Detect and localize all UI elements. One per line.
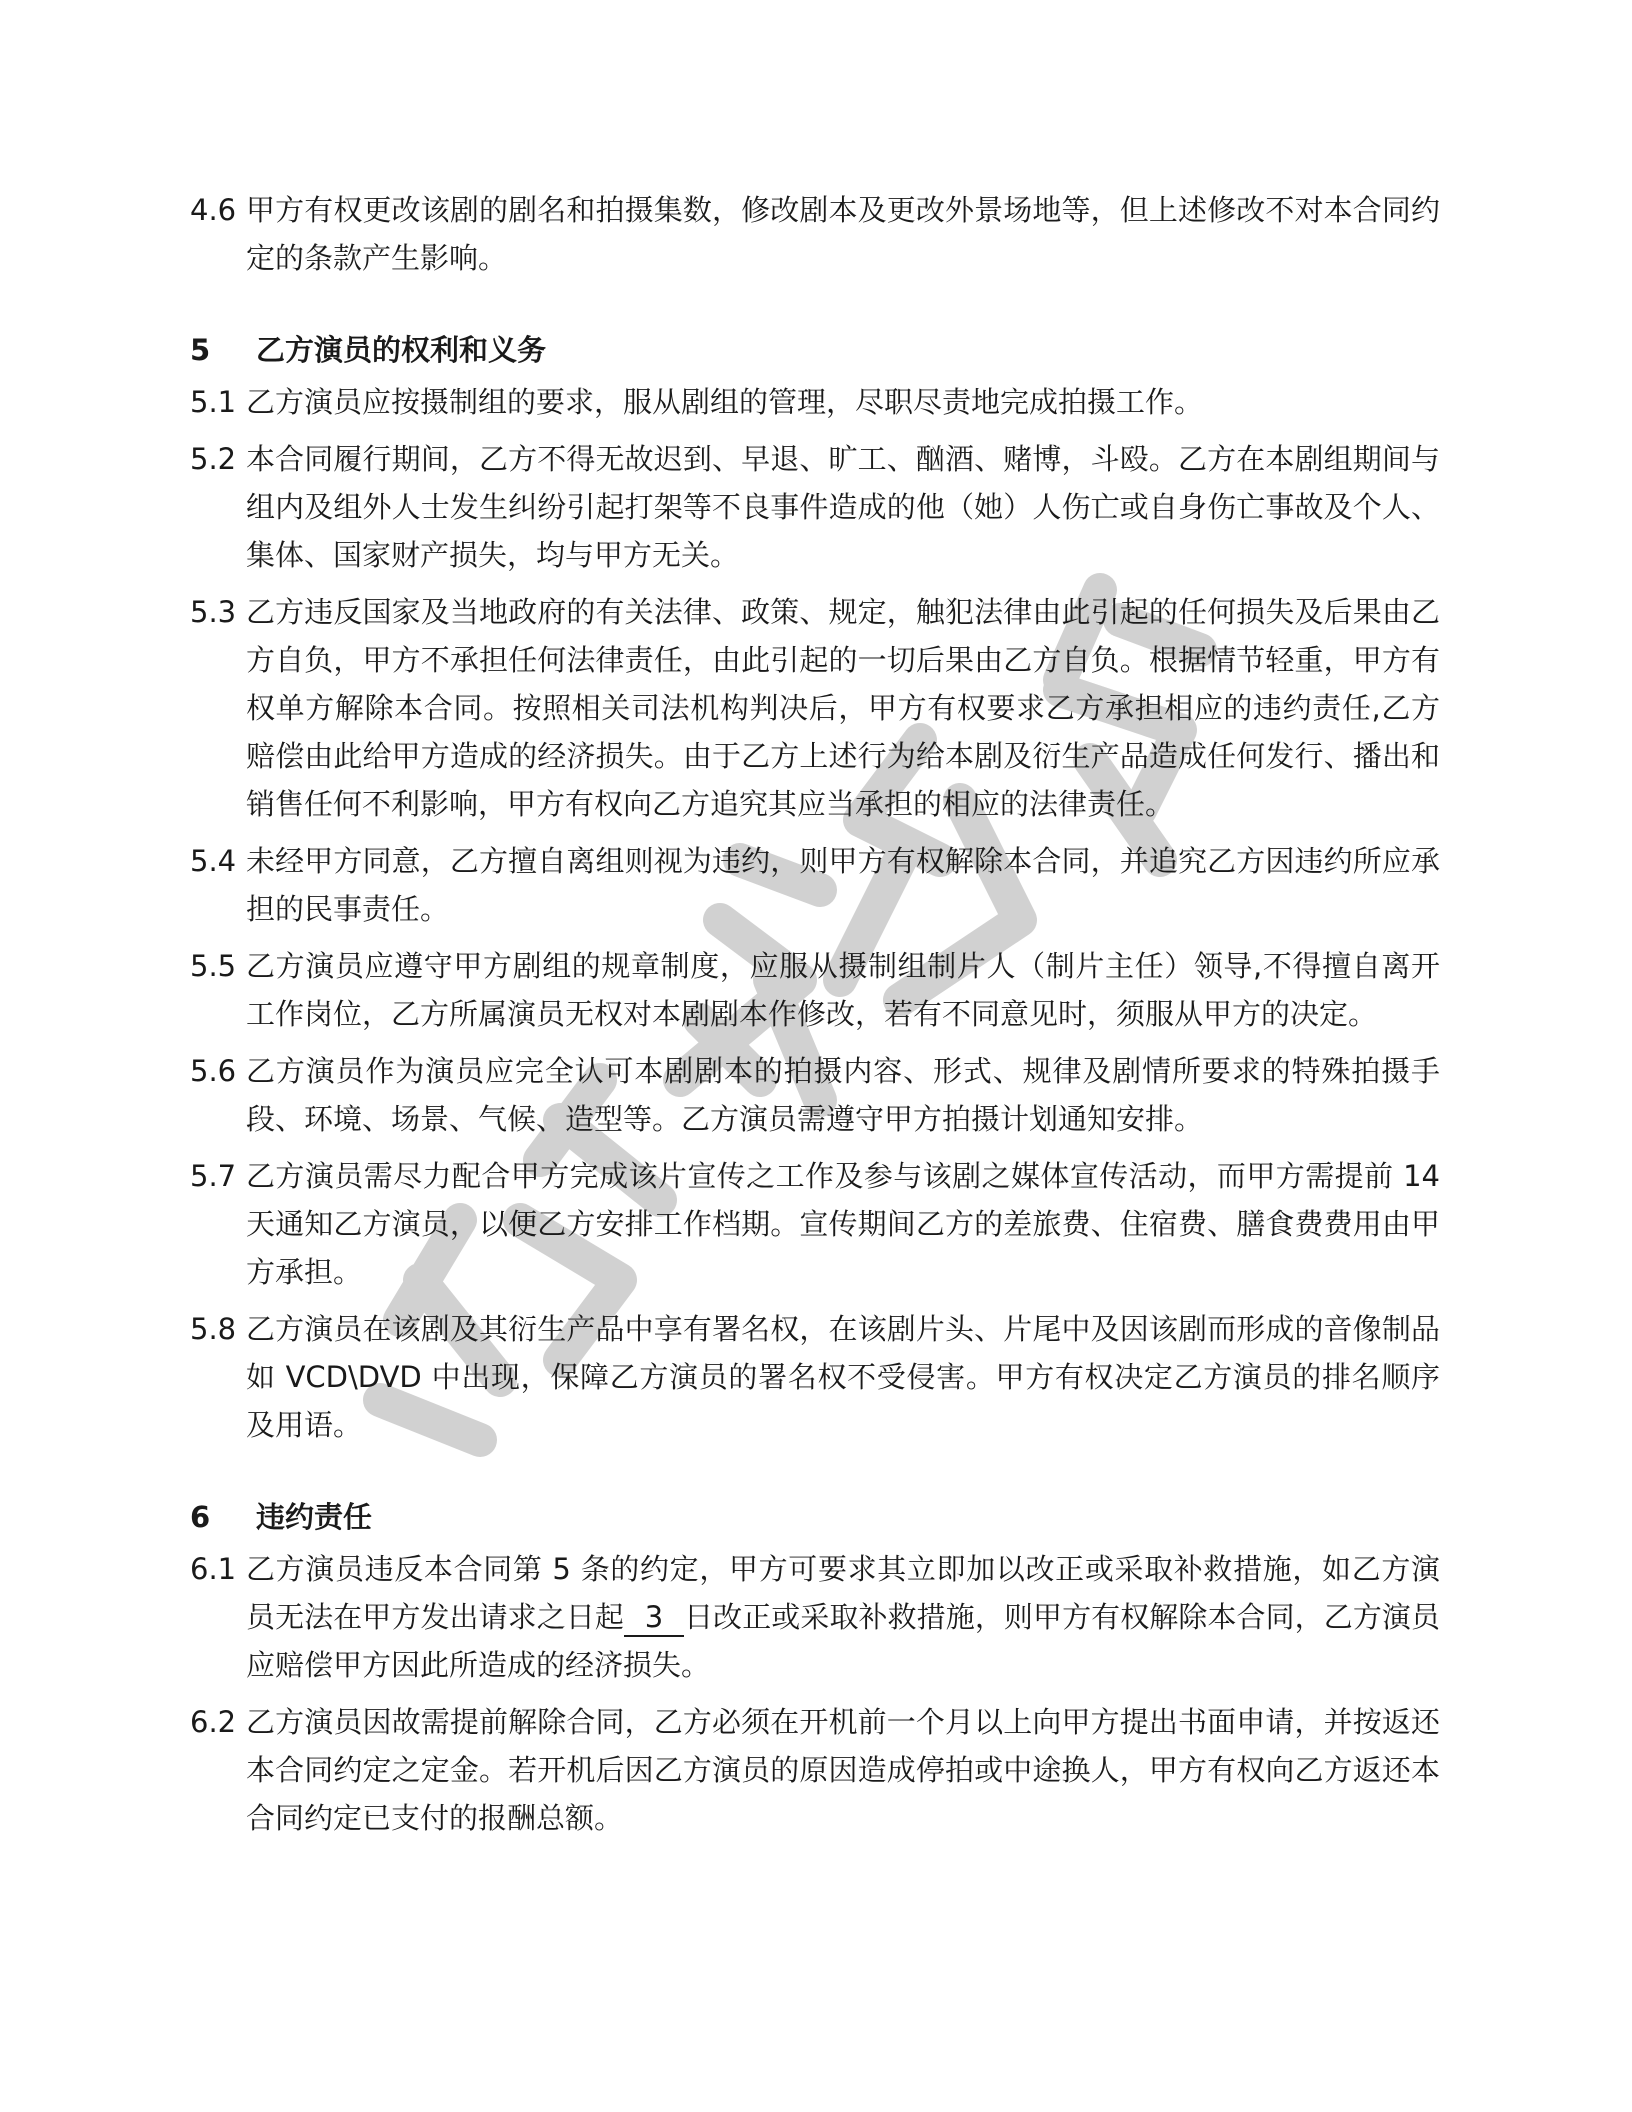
clause-text: 未经甲方同意，乙方擅自离组则视为违约，则甲方有权解除本合同，并追究乙方因违约所应承担的民事责任。 — [246, 844, 1440, 926]
section-heading-6 — [190, 1493, 1440, 1541]
clause-text: 乙方演员作为演员应完全认可本剧剧本的拍摄内容、形式、规律及剧情所要求的特殊拍摄手段、环境、场景、气候、造型等。乙方演员需遵守甲方拍摄计划通知安排。 — [246, 1054, 1440, 1136]
clause-number: 6.2 — [190, 1705, 237, 1739]
clause-5-3 — [190, 588, 1440, 828]
clause-5-4 — [190, 837, 1440, 933]
clause-text: 甲方有权更改该剧的剧名和拍摄集数，修改剧本及更改外景场地等，但上述修改不对本合同约定的条款产生影响。 — [246, 193, 1440, 275]
clause-number: 5.8 — [190, 1312, 237, 1346]
clause-5-1 — [190, 378, 1440, 426]
clause-6-1 — [190, 1545, 1440, 1689]
clause-text: 乙方演员应按摄制组的要求，服从剧组的管理，尽职尽责地完成拍摄工作。 — [246, 385, 1204, 419]
clause-text: 乙方演员因故需提前解除合同，乙方必须在开机前一个月以上向甲方提出书面申请，并按返还本合同约定之定金。若开机后因乙方演员的原因造成停拍或中途换人，甲方有权向乙方返还本合同约定已支付的报酬总额。 — [246, 1705, 1440, 1835]
clause-text: 乙方演员应遵守甲方剧组的规章制度，应服从摄制组制片人（制片主任）领导,不得擅自离开工作岗位，乙方所属演员无权对本剧剧本作修改，若有不同意见时，须服从甲方的决定。 — [246, 949, 1440, 1031]
clause-number: 5.2 — [190, 442, 237, 476]
clause-5-2 — [190, 435, 1440, 579]
clause-6-2 — [190, 1698, 1440, 1842]
clause-number: 5.6 — [190, 1054, 237, 1088]
section-number: 6 — [190, 1500, 211, 1534]
clause-number: 5.4 — [190, 844, 237, 878]
clause-5-8 — [190, 1305, 1440, 1449]
clause-text-before: 乙方演员违反本合同第 5 条的约定，甲方可要求其立即加以改正或采取补救措施，如乙方演员无法在甲方发出请求之日起 — [246, 1552, 1440, 1634]
section-number: 5 — [190, 333, 211, 367]
clause-5-5 — [190, 942, 1440, 1038]
clause-text: 本合同履行期间，乙方不得无故迟到、早退、旷工、酗酒、赌博，斗殴。乙方在本剧组期间与组内及组外人士发生纠纷引起打架等不良事件造成的他（她）人伤亡或自身伤亡事故及个人、集体、国家财产损失，均与甲方无关。 — [246, 442, 1440, 572]
clause-5-6 — [190, 1047, 1440, 1143]
section-heading-5 — [190, 326, 1440, 374]
clause-text: 乙方违反国家及当地政府的有关法律、政策、规定，触犯法律由此引起的任何损失及后果由乙方自负，甲方不承担任何法律责任，由此引起的一切后果由乙方自负。根据情节轻重，甲方有权单方解除本合同。按照相关司法机构判决后，甲方有权要求乙方承担相应的违约责任,乙方赔偿由此给甲方造成的经济损失。由于乙方上述行为给本剧及衍生产品造成任何发行、播出和销售任何不利影响，甲方有权向乙方追究其应当承担的相应的法律责任。 — [246, 595, 1440, 821]
section-title: 乙方演员的权利和义务 — [256, 333, 547, 367]
fill-in-blank-days: 3 — [624, 1599, 684, 1637]
clause-text: 乙方演员需尽力配合甲方完成该片宣传之工作及参与该剧之媒体宣传活动，而甲方需提前 14 天通知乙方演员，以便乙方安排工作档期。宣传期间乙方的差旅费、住宿费、膳食费费用由甲方承担。 — [246, 1159, 1440, 1289]
clause-number: 5.7 — [190, 1159, 237, 1193]
clause-number: 6.1 — [190, 1552, 237, 1586]
clause-number: 5.3 — [190, 595, 237, 629]
clause-number: 4.6 — [190, 193, 237, 227]
clause-4-6 — [190, 186, 1440, 282]
contract-page — [190, 186, 1440, 1851]
clause-number: 5.1 — [190, 385, 237, 419]
clause-text: 乙方演员在该剧及其衍生产品中享有署名权，在该剧片头、片尾中及因该剧而形成的音像制品如 VCD\DVD 中出现，保障乙方演员的署名权不受侵害。甲方有权决定乙方演员的排名顺序及用语。 — [246, 1312, 1440, 1442]
clause-number: 5.5 — [190, 949, 237, 983]
clause-5-7 — [190, 1152, 1440, 1296]
section-title: 违约责任 — [256, 1500, 373, 1534]
clause-text-after: 日改正或采取补救措施，则甲方有权解除本合同，乙方演员应赔偿甲方因此所造成的经济损失。 — [246, 1600, 1440, 1682]
